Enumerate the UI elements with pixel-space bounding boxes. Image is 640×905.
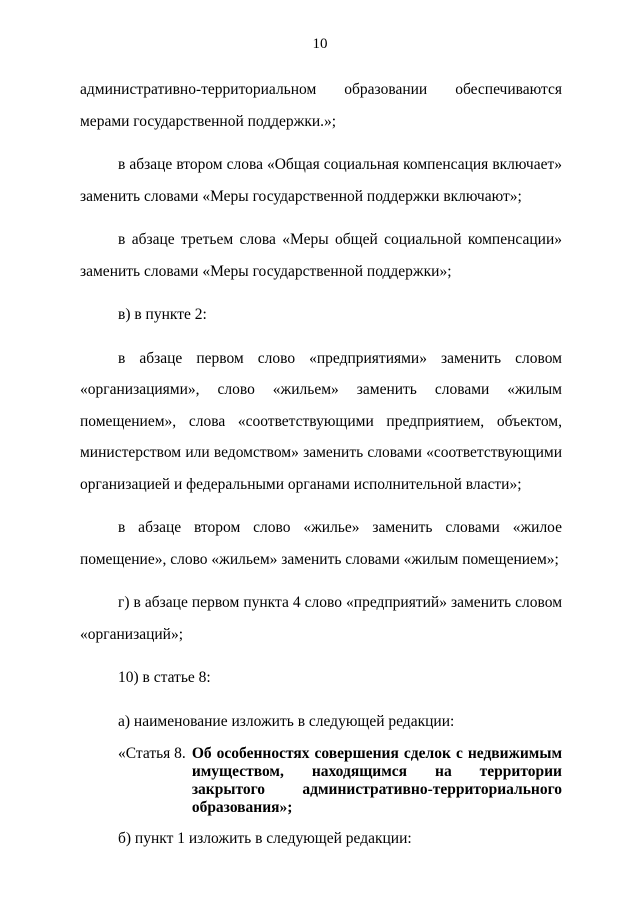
paragraph-article-8: 10) в статье 8: <box>118 669 211 686</box>
paragraph-first-abzats-changes: в абзаце первом слово «предприятиями» заменить словом «организациями», слово «жильем» заменить словами «жилым помещением», слова «соответствующими предприятием, объектом, министерством или ведомством» заменить словами «соответствующими организацией и федеральными органами исполнительной власти»; <box>80 349 562 493</box>
paragraph-item-v: в) в пункте 2: <box>118 306 207 323</box>
article-prefix: «Статья 8. <box>118 745 186 762</box>
page-number: 10 <box>312 36 328 52</box>
paragraph-continuation: административно-территориальном образовании обеспечиваются мерами государственной поддержки.»; <box>80 81 562 130</box>
paragraph-item-a: а) наименование изложить в следующей редакции: <box>118 712 455 730</box>
paragraph-item-b: б) пункт 1 изложить в следующей редакции: <box>118 830 412 847</box>
paragraph-item-g: г) в абзаце первом пункта 4 слово «предприятий» заменить словом «организаций»; <box>80 594 562 643</box>
paragraph-second-abzats: в абзаце втором слова «Общая социальная компенсация включает» заменить словами «Меры государственной поддержки включают»; <box>80 156 562 205</box>
paragraph-third-abzats: в абзаце третьем слова «Меры общей социальной компенсации» заменить словами «Меры государственной поддержки»; <box>80 231 562 280</box>
document-body <box>80 74 562 855</box>
paragraph-second-abzats-changes: в абзаце втором слово «жилье» заменить словами «жилое помещение», слово «жильем» заменить словами «жилым помещением»; <box>80 519 562 568</box>
article-heading <box>80 745 562 817</box>
article-title: Об особенностях совершения сделок с недвижимым имуществом, находящимся на территории закрытого административно-территориального образования»; <box>191 745 562 816</box>
